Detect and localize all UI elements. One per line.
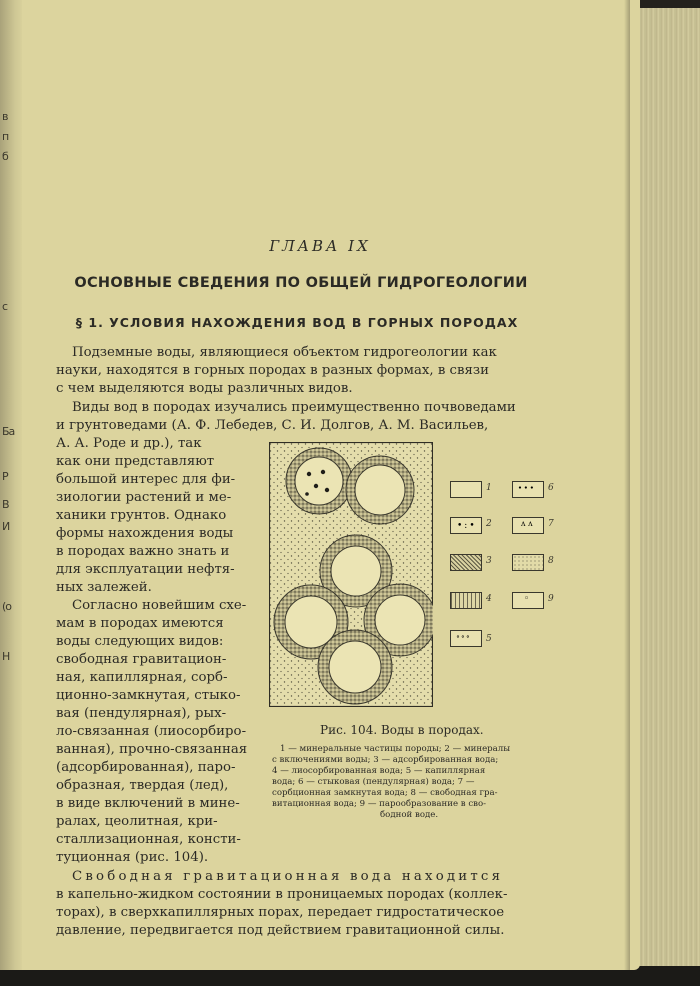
column-line: ционно-замкнутая, стыко- — [56, 688, 241, 703]
pore-water-diagram — [269, 442, 433, 707]
legend-swatch — [450, 592, 482, 609]
body-line: Свободная гравитационная вода находится — [72, 869, 504, 884]
legend-swatch: ◦ — [512, 592, 544, 609]
column-line: ных залежей. — [56, 580, 152, 595]
prev-page-glyph: в — [2, 110, 8, 123]
column-line: в виде включений в мине- — [56, 796, 240, 811]
legend-number: 4 — [486, 594, 492, 604]
legend-swatch — [450, 481, 482, 498]
figure-caption: Рис. 104. Воды в породах. — [320, 723, 484, 737]
column-line: ванная), прочно-связанная — [56, 742, 248, 757]
prev-page-glyph: б — [2, 150, 8, 163]
body-line: Подземные воды, являющиеся объектом гидрогеологии как — [72, 345, 497, 360]
column-line: для эксплуатации нефтя- — [56, 562, 235, 577]
column-line: ло-связанная (лиосорбиро- — [56, 724, 247, 739]
legend-swatch: ᴧ ᴧ — [512, 517, 544, 534]
grain-core — [375, 595, 425, 645]
prev-page-glyph: Н — [2, 650, 10, 663]
prev-page-glyph: Р — [2, 470, 8, 483]
column-line: воды следующих видов: — [56, 634, 224, 649]
legend-number: 3 — [486, 556, 492, 566]
column-line: (адсорбированная), паро- — [56, 760, 236, 775]
caption-note-line: 4 — лиосорбированная вода; 5 — капиллярная — [272, 766, 486, 776]
column-line: образная, твердая (лед), — [56, 778, 229, 793]
chapter-title: ОСНОВНЫЕ СВЕДЕНИЯ ПО ОБЩЕЙ ГИДРОГЕОЛОГИИ — [74, 275, 528, 291]
column-line: ралах, цеолитная, кри- — [56, 814, 218, 829]
body-line: в капельно-жидком состоянии в проницаемых породах (коллек- — [56, 887, 508, 902]
legend-swatch: ∙∙∙ — [512, 481, 544, 498]
column-line: как они представляют — [56, 454, 215, 469]
caption-note-line: витационная вода; 9 — парообразование в сво- — [272, 799, 487, 809]
caption-note-line: бодной воде. — [380, 810, 439, 820]
legend-number: 1 — [486, 483, 492, 493]
column-line: большой интерес для фи- — [56, 472, 236, 487]
legend-swatch — [512, 554, 544, 571]
column-line: ханики грунтов. Однако — [56, 508, 227, 523]
caption-note-line: вода; 6 — стыковая (пендулярная) вода; 7 — — [272, 777, 475, 787]
legend-number: 9 — [548, 594, 554, 604]
column-line: формы нахождения воды — [56, 526, 234, 541]
legend-swatch: ∘∘∘ — [450, 630, 482, 647]
column-line: свободная гравитацион- — [56, 652, 227, 667]
prev-page-glyph: И — [2, 520, 10, 533]
legend-number: 2 — [486, 519, 492, 529]
previous-page-edge — [0, 0, 22, 970]
column-line: сталлизационная, консти- — [56, 832, 241, 847]
section-heading: § 1. УСЛОВИЯ НАХОЖДЕНИЯ ВОД В ГОРНЫХ ПОРОДАХ — [75, 315, 519, 330]
chapter-heading: ГЛАВА IX — [269, 237, 371, 255]
grain-core — [295, 457, 343, 505]
body-line: торах), в сверхкапиллярных порах, передает гидростатическое — [56, 905, 505, 920]
caption-note-line: сорбционная замкнутая вода; 8 — свободная гра- — [272, 788, 498, 798]
body-line: науки, находятся в горных породах в разных формах, в связи — [56, 363, 489, 378]
legend-number: 5 — [486, 634, 492, 644]
prev-page-glyph: Ба — [2, 425, 15, 438]
column-line: зиологии растений и ме- — [56, 490, 232, 505]
column-line: вая (пендулярная), рых- — [56, 706, 227, 721]
legend-swatch — [450, 554, 482, 571]
body-line: и грунтоведами (А. Ф. Лебедев, С. И. Долгов, А. М. Васильев, — [56, 418, 489, 433]
prev-page-glyph: с — [2, 300, 8, 313]
prev-page-glyph: В — [2, 498, 9, 511]
grain-core — [329, 641, 381, 693]
legend-number: 7 — [548, 519, 554, 529]
column-line: Согласно новейшим схе- — [72, 598, 247, 613]
column-line: мам в породах имеются — [56, 616, 224, 631]
body-line: давление, передвигается под действием гравитационной силы. — [56, 923, 505, 938]
body-line: А. А. Роде и др.), так — [56, 436, 202, 451]
grain-core — [355, 465, 405, 515]
column-line: в породах важно знать и — [56, 544, 230, 559]
caption-note-line: с включениями воды; 3 — адсорбированная вода; — [272, 755, 499, 765]
prev-page-glyph: п — [2, 130, 9, 143]
prev-page-glyph: (о — [2, 600, 12, 613]
page-shadow — [624, 0, 630, 970]
legend-number: 6 — [548, 483, 554, 493]
grain-core — [331, 546, 381, 596]
body-line: с чем выделяются воды различных видов. — [56, 381, 353, 396]
caption-note-line: 1 — минеральные частицы породы; 2 — минералы — [280, 744, 511, 754]
legend-number: 8 — [548, 556, 554, 566]
legend-swatch: •:• — [450, 517, 482, 534]
body-line: Виды вод в породах изучались преимущественно почвоведами — [72, 400, 516, 415]
column-line: ная, капиллярная, сорб- — [56, 670, 228, 685]
column-line: туционная (рис. 104). — [56, 850, 209, 865]
